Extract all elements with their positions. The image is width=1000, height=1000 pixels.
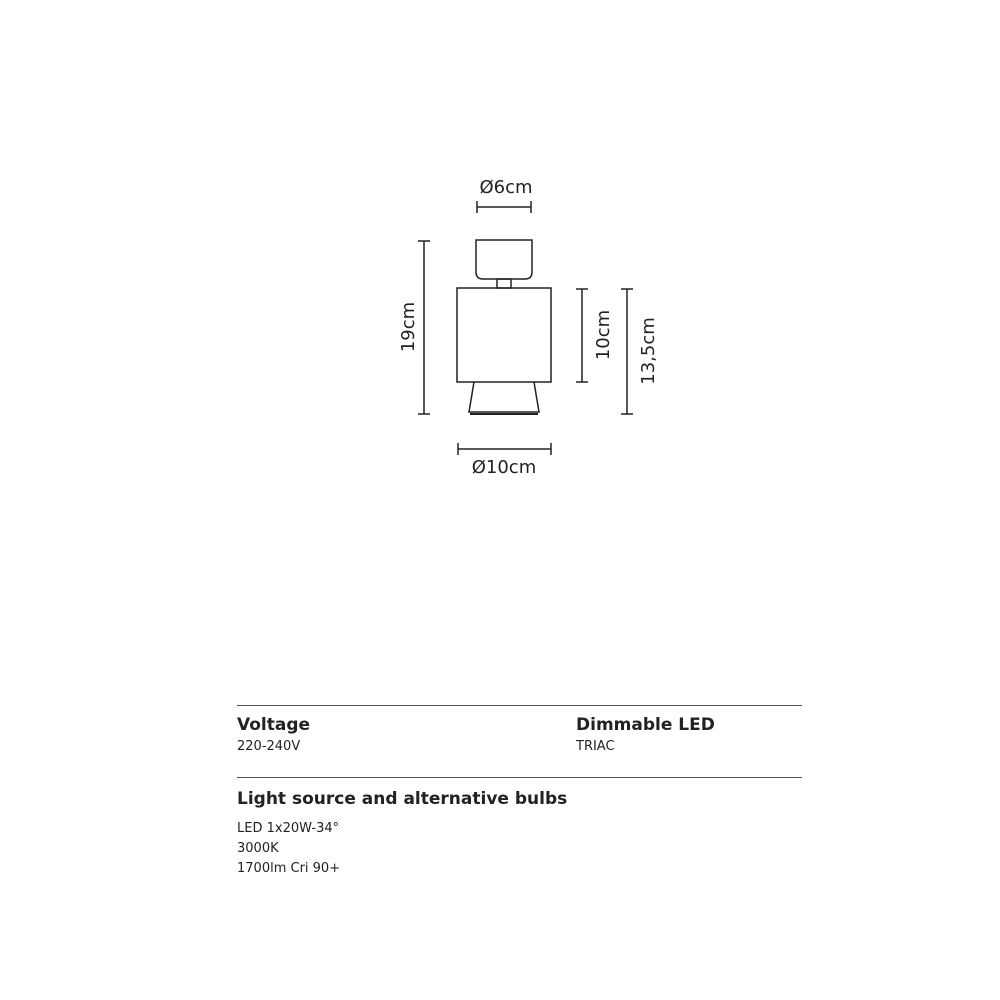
top-diameter-label: Ø6cm xyxy=(479,177,533,198)
total-height-label: 19cm xyxy=(398,301,419,353)
light-source-line-lumen: 1700lm Cri 90+ xyxy=(237,861,341,876)
spec-middle-rule xyxy=(237,777,802,778)
lamp-height-dimension-line xyxy=(621,289,633,414)
spec-top-rule xyxy=(237,705,802,706)
top-diameter-dimension-line xyxy=(477,201,531,213)
light-source-line-temperature: 3000K xyxy=(237,841,279,856)
shade-height-dimension-line xyxy=(576,289,588,382)
lamp-canopy xyxy=(476,240,532,279)
light-source-line-power: LED 1x20W-34° xyxy=(237,821,340,836)
lamp-height-label: 13,5cm xyxy=(638,317,659,385)
dimmable-title: Dimmable LED xyxy=(576,715,715,735)
light-source-title: Light source and alternative bulbs xyxy=(237,789,568,809)
shade-height-label: 10cm xyxy=(593,309,614,361)
light-source-list xyxy=(237,819,340,879)
lamp-diffuser xyxy=(469,382,539,412)
bottom-diameter-label: Ø10cm xyxy=(471,457,537,478)
voltage-value: 220-240V xyxy=(237,739,301,754)
voltage-title: Voltage xyxy=(237,715,311,735)
lamp-stem xyxy=(497,279,511,288)
lamp-shade xyxy=(457,288,551,382)
total-height-dimension-line xyxy=(418,241,430,414)
bottom-diameter-dimension-line xyxy=(458,443,551,455)
dimmable-value: TRIAC xyxy=(576,739,615,754)
lamp-outline xyxy=(457,240,551,414)
